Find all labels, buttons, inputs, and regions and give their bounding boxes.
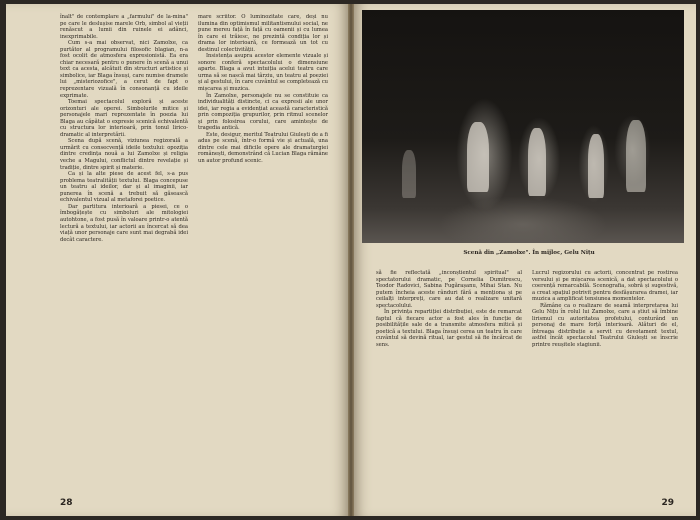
paragraph: Ca și la alte piese de acest fel, s-a pus problema teatralității textului. Blaga concepuse un teatru al ideilor, dar și al imaginii, iar punerea în scenă a trebuit să găsească echivalentul vizual al metaforei poetice. (60, 171, 188, 204)
photo-caption: Scenă din „Zamolxe". În mijloc, Gelu Nițu (463, 250, 595, 256)
right-column-2 (532, 270, 678, 349)
paragraph: Este, desigur, meritul Teatrului Giulești de a fi adus pe scenă, într-o formă vie și actuală, una dintre cele mai dificile opere ale dramaturgiei românești, demonstrând că Lucian Blaga rămâne un autor profund scenic. (198, 131, 328, 165)
paragraph: În privința repartiției distribuției, este de remarcat faptul că fiecare actor a fost ales în funcție de posibilitățile sale de a transmite atmosfera mitică și poetică a textului. Blaga însuși cerea un teatru în care cuvântul să devină ritual, iar gestul să fie încărcat de sens. (376, 309, 522, 349)
paragraph: Lucrul regizorului cu actorii, concentrat pe rostirea versului și pe mișcarea scenică, a dat spectacolului o coerență remarcabilă. Scenografia, sobră și sugestivă, a creat spațiul potrivit pentru desfășurarea dramei, iar muzica a amplificat tensiunea momentelor. (532, 270, 678, 303)
actor-figure (528, 128, 546, 196)
left-column-1 (60, 14, 188, 243)
page-number-right: 29 (661, 498, 674, 508)
paragraph: mare scriitor. O luminozitate care, deși nu ilumina din optimismul militantismului social, ne pune mereu față în față cu oamenii și cu lumea în care ei trăiesc, ne prezintă condiția lor și drama lor interioară, ce formează un tot cu destinul colectivității. (198, 14, 328, 53)
left-page (6, 4, 348, 516)
right-page (354, 4, 696, 516)
paragraph: Rămâne ca o realizare de seamă interpretarea lui Gelu Nițu în rolul lui Zamolxe, care a știut să îmbine lirismul cu autoritatea profetului, conturând un personaj de mare forță interioară. Alături de el, întreaga distribuție a servit cu devotament textul, astfel încât spectacolul Teatrului Giulești se înscrie printre reușitele stagiunii. (532, 302, 678, 349)
paragraph: să fie reflectată „inconștientul spiritual" al spectatorului dramatic, pe Cornelia Dumitrescu, Teodor Radovici, Sabina Fugărașanu, Mihai Stan. Nu putem încheia aceste rânduri fără a menționa și pe ceilalți interpreți, care au dat o realizare unitară spectacolului. (376, 270, 522, 309)
left-column-2 (198, 14, 328, 165)
actor-figure (402, 150, 416, 198)
paragraph: Cum s-a mai observat, nici Zamolxe, ca purtător al programului filosofic blagian, n-a fost ocolit de atmosfera expresionistă. Ea era chiar necesară pentru o punere în scenă a unui text ca acesta, alcătuit din structuri artistice și simbolice, iar Blaga însuși, care numise dramele lui „misteriozofice", a cerut de fapt o reprezentare vizuală în consonanță cu ideile exprimate. (60, 40, 188, 99)
actor-figure (588, 134, 604, 198)
magazine-spread (6, 4, 696, 516)
stage-photo (362, 10, 684, 243)
paragraph: Insistența asupra acestor elemente vizuale și sonore conferă spectacolului o dimensiune aparte. Blaga a avut intuiția acelui teatru care urma să se nască mai târziu, un teatru al poeziei și al gestului, în care cuvântul se completează cu mișcarea și muzica. (198, 53, 328, 93)
paragraph: În Zamolxe, personajele nu se constituie ca individualități distincte, ci ca expresii ale unor idei, iar regia a evidențiat această caracteristică prin compoziția grupurilor, prin ritmul scenelor și prin folosirea corului, care amintește de tragedia antică. (198, 92, 328, 132)
paragraph: înalt" de contemplare a „farmului" de la-mina" pe care le deslușise marele Orb, simbol al vieții renăscut a lumii din ruinele ei adânci, inexprimabile. (60, 14, 188, 40)
page-number-left: 28 (60, 498, 73, 508)
paragraph: Toemai spectacolul exploră și aceste orizonturi ale operei. Simbolurile mitice și personajele mari reprezentate în poezia lui Blaga au căpătat o expresie scenică echivalentă cu structura lor interioară, prin tonul lirico-dramatic al interpretării. (60, 99, 188, 138)
right-column-1 (376, 270, 522, 349)
actor-figure (626, 120, 646, 192)
actor-figure (467, 122, 489, 192)
paragraph: Dar partitura interioară a piesei, ce o îmbogățește cu simboluri ale mitologiei autohtone, a fost pusă în valoare printr-o atentă lectură a textului, iar actorii au încercat să dea viață unor personaje care sunt mai degrabă idei decât caractere. (60, 203, 188, 243)
paragraph: Scena după scenă, viziunea regizorală a urmărit cu consecvență ideile textului: opoziția dintre credința nouă a lui Zamolxe și religia veche a Magului, conflictul dintre revelație și tradiție, dintre spirit și materie. (60, 138, 188, 171)
